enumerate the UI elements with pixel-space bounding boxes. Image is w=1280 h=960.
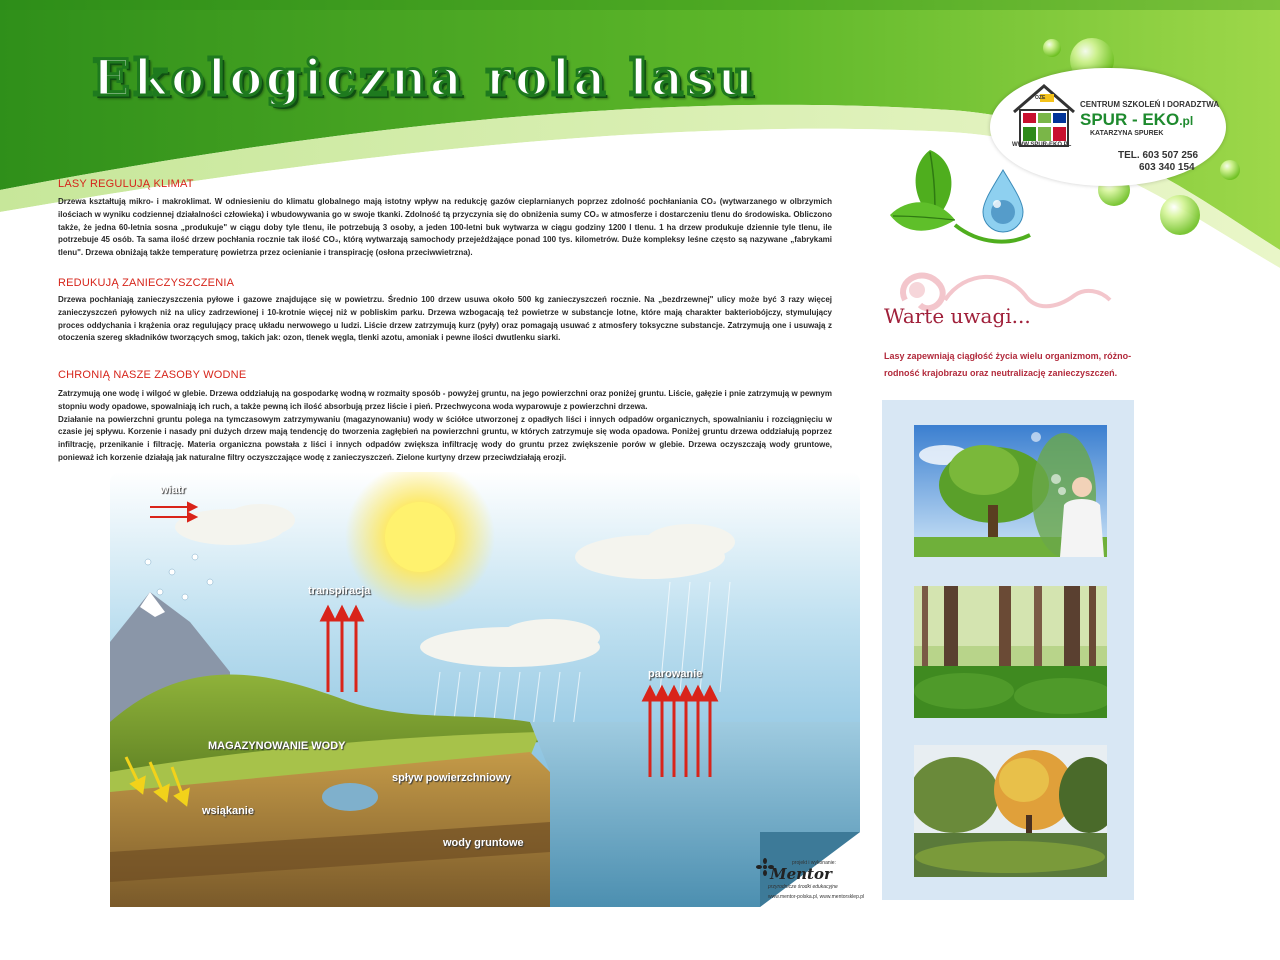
wind-label: wiatr [160, 484, 186, 496]
section-heading-climate: LASY REGULUJĄ KLIMAT [58, 178, 194, 190]
section-heading-pollution: REDUKUJĄ ZANIECZYSZCZENIA [58, 277, 235, 289]
section-text-pollution [58, 294, 832, 345]
house-logo-icon [1010, 82, 1078, 150]
groundwater-label: wody gruntowe [443, 837, 524, 849]
logo-phone-1: TEL. 603 507 256 [1118, 150, 1199, 161]
page-title: Ekologiczna rola lasu [92, 48, 757, 107]
sidebar-heading: Warte uwagi... [884, 304, 1031, 328]
infiltration-label: wsiąkanie [202, 805, 254, 817]
logo-brand-name [1080, 110, 1193, 130]
evaporation-label: parowanie [648, 668, 703, 680]
water-storage-label: MAGAZYNOWANIE WODY [208, 740, 346, 752]
section-text-water [58, 388, 832, 465]
photo-forest [914, 586, 1107, 718]
logo-owner: KATARZYNA SPUREK [1090, 130, 1164, 137]
section-heading-water: CHRONIĄ NASZE ZASOBY WODNE [58, 369, 247, 381]
photo-autumn-lake [914, 745, 1107, 877]
surface-runoff-label: spływ powierzchniowy [392, 772, 511, 784]
logo-brand-suffix: .pl [1179, 114, 1194, 128]
mentor-brand: Mentor [770, 865, 832, 883]
mentor-url: www.mentor-polska.pl, www.mentorsklep.pl [768, 894, 865, 900]
logo-brand-main: SPUR - EKO [1080, 110, 1180, 129]
paragraph: Drzewa pochłaniają zanieczyszczenia pyłowe i gazowe znajdujące się w powietrzu. Średnio 100 drzew usuwa około 500 kg zanieczyszczeń rocznie. Na „bezdrzewnej" ulicy może być 3 razy więcej zanieczyszczeń pyłowych niż na ulicy zadrzewionej i 10-krotnie więcej niż w pobliskim parku. Drzewa wzbogacają też powietrze w substancje lotne, które mają charakter bakteriobójczy, stymulujący proces oddychania i krążenia oraz regulujący pracę układu nerwowego u ludzi. Liście drzew zatrzymują kurz (pyły) oraz pomagają usuwać z atmosfery toksyczne substancje. Zatrzymują one i usuwają z otoczenia szereg składników tworzących smog, takich jak: ozon, tlenek węgla, tlenki azotu, amoniak i pewne ilości dwutlenku siarki. [58, 295, 832, 343]
transpiration-label: transpiracja [308, 585, 371, 597]
sidebar-text: Lasy zapewniają ciągłość życia wielu organizmom, różno-rodność krajobrazu oraz neutralizację zanieczyszczeń. [884, 351, 1132, 378]
section-text-climate [58, 196, 832, 260]
mentor-credit-label: projekt i wykonanie: [792, 860, 836, 866]
paragraph: Drzewa kształtują mikro- i makroklimat. W odniesieniu do klimatu globalnego mają istotny wpływ na redukcję gazów cieplarnianych poprzez zdolność pochłaniania CO₂ (wytwarzanego w olbrzymich ilościach w wyniku codziennej działalności człowieka) i wbudowywania go w swoje tkanki. Zdolność tą przyczynia się do obniżenia sumy CO₂ w atmosferze i dostarczeniu tlenu do środowiska. Obliczono także, że jedna 60-letnia sosna „produkuje" w ciągu doby tyle tlenu, ile potrzebują 3 osoby, a jeden 100-letni buk wytwarza w ciągu godziny 1200 l tlenu. 1 ha drzew produkuje dziennie tyle tlenu, ile potrzebuje 45 osób. Ta sama ilość drzew pochłania rocznie tak ilość CO₂, którą wytwarzają samochody przejeżdżające ponad 100 tys. kilometrów. Duże kompleksy leśne często są nazywane „fabrykami tlenu". Drzewa obniżają także temperaturę powietrza przez ocienianie i transpirację (osłona przeciwwietrzna). [58, 197, 832, 258]
logo-website: WWW.SPUR-EKO.PL [1012, 142, 1072, 148]
paragraph: Zatrzymują one wodę i wilgoć w glebie. Drzewa oddziałują na gospodarkę wodną w rozmaity sposób - powyżej gruntu, na jego powierzchni oraz poniżej gruntu. Liście, gałęzie i pnie zatrzymują w pewnym stopniu wody opadowe, spowalniają ich ruch, a także pewną ich ilość absorbują przez liście i pień. Przechwycona woda wyparowuje z powierzchni drzewa. [58, 389, 832, 411]
logo-center-label: CENTRUM SZKOLEŃ I DORADZTWA [1080, 100, 1220, 109]
photo-tree-woman [914, 425, 1107, 557]
mentor-subtitle: przyrodnicze środki edukacyjne [768, 884, 838, 890]
paragraph: Działanie na powierzchni gruntu polega na tymczasowym zatrzymywaniu (magazynowaniu) wody w ściółce utworzonej z opadłych liści i innych odpadów organicznych, spowalnianiu i rozciągnięciu w czasie jej spływu. Korzenie i nasady pni dużych drzew mają tendencję do tworzenia zagłębień na powierzchni gruntu, w których zatrzymuje się woda opadowa. Poniżej gruntu drzewa oddziałują poprzez infiltrację, przenikanie i filtrację. Materia organiczna powstała z liści i innych odpadów zwiększa infiltrację wody do gruntu przez zwiększenie porów w glebie. Drzewa oczyszczają wody gruntowe, ponieważ ich korzenie działają jak naturalne filtry oczyszczające wodę z zanieczyszczeń. Zielone kurtyny drzew przeciwdziałają erozji. [58, 414, 832, 462]
oze-badge: OZE [1035, 95, 1046, 101]
water-cycle-diagram [110, 472, 860, 907]
logo-phone-2: 603 340 154 [1139, 162, 1195, 173]
